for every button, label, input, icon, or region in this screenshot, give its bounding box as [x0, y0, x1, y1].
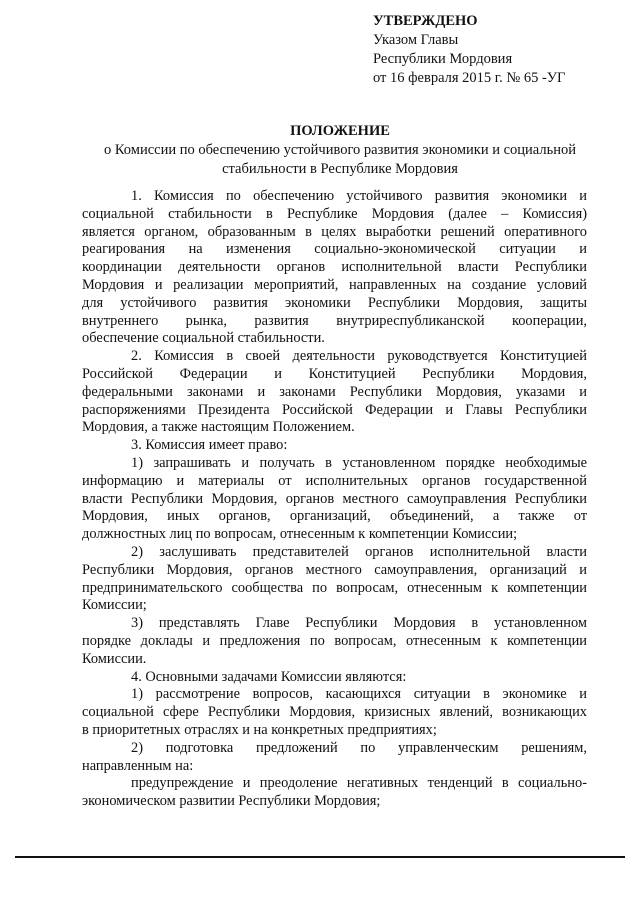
- body-line: для устойчивого развития экономики Республики Мордовия, защиты: [82, 294, 587, 311]
- body-line: социальной стабильности в Республике Мордовия (далее – Комиссия): [82, 205, 587, 222]
- body-line: Мордовия, иных органов, организаций, объединений, а также от: [82, 508, 587, 525]
- body-line: предупреждение и преодоление негативных тенденций в социально-: [131, 775, 587, 792]
- document-body: [82, 188, 587, 811]
- body-line: 4. Основными задачами Комиссии являются:: [131, 668, 407, 685]
- body-line: Республики Мордовия, органов местного самоуправления, организаций и: [82, 561, 587, 578]
- body-line: Российской Федерации и Конституцией Республики Мордовия,: [82, 365, 587, 382]
- body-line: Комиссии.: [82, 650, 147, 667]
- body-line: Мордовия и реализации мероприятий, направленных на создание условий: [82, 276, 587, 293]
- body-line: 2. Комиссия в своей деятельности руководствуется Конституцией: [131, 348, 587, 365]
- body-line: Комиссии;: [82, 597, 147, 614]
- body-line: 2) подготовка предложений по управленческим решениям,: [131, 739, 587, 756]
- body-line: распоряжениями Президента Российской Федерации и Главы Республики: [82, 401, 587, 418]
- body-line: Мордовия, а также настоящим Положением.: [82, 419, 355, 436]
- approval-line-decree: Указом Главы: [373, 32, 459, 48]
- body-line: федеральными законами и законами Республики Мордовия, указами и: [82, 383, 587, 400]
- body-line: направленным на:: [82, 757, 194, 774]
- body-line: координации деятельности органов исполнительной власти Республики: [82, 259, 587, 276]
- body-line: 3. Комиссия имеет право:: [131, 437, 288, 454]
- body-line: порядке доклады и предложения по вопросам, отнесенным к компетенции: [82, 632, 587, 649]
- document-heading: [40, 122, 640, 179]
- body-line: внутреннего рынка, развития внутриреспубликанской кооперации,: [82, 312, 587, 329]
- body-line: реагирования на изменения социально-экономической ситуации и: [82, 241, 587, 258]
- body-line: является органом, образованным в целях выработки решений оперативного: [82, 223, 587, 240]
- body-line: социальной сфере Республики Мордовия, кризисных явлений, возникающих: [82, 704, 587, 721]
- body-line: экономическом развитии Республики Мордовия;: [82, 793, 381, 810]
- body-line: власти Республики Мордовия, органов местного самоуправления Республики: [82, 490, 587, 507]
- body-line: должностных лиц по вопросам, отнесенным к компетенции Комиссии;: [82, 526, 518, 543]
- body-line: обеспечение социальной стабильности.: [82, 330, 325, 347]
- document-subtitle-line-2: стабильности в Республике Мордовия: [222, 161, 458, 177]
- document-title: ПОЛОЖЕНИЕ: [290, 123, 390, 139]
- approval-title: УТВЕРЖДЕНО: [373, 13, 478, 29]
- body-line: 1) запрашивать и получать в установленном порядке необходимые: [131, 454, 587, 471]
- approval-line-date-number: от 16 февраля 2015 г. № 65 -УГ: [373, 70, 566, 86]
- document-subtitle-line-1: о Комиссии по обеспечению устойчивого развития экономики и социальной: [103, 142, 576, 158]
- footer-divider: [15, 856, 625, 858]
- body-line: 3) представлять Главе Республики Мордовия в установленном: [131, 615, 587, 632]
- body-line: в приоритетных отраслях и на конкретных предприятиях;: [82, 721, 437, 738]
- body-line: предпринимательского сообщества по вопросам, отнесенным к компетенции: [82, 579, 587, 596]
- body-line: 1. Комиссия по обеспечению устойчивого развития экономики и: [131, 188, 587, 204]
- approval-stamp-block: [373, 12, 623, 88]
- body-line: 1) рассмотрение вопросов, касающихся ситуации в экономике и: [131, 686, 587, 703]
- approval-line-republic: Республики Мордовия: [373, 51, 513, 67]
- body-line: 2) заслушивать представителей органов исполнительной власти: [131, 543, 587, 560]
- body-line: информацию и материалы от исполнительных органов государственной: [82, 472, 587, 489]
